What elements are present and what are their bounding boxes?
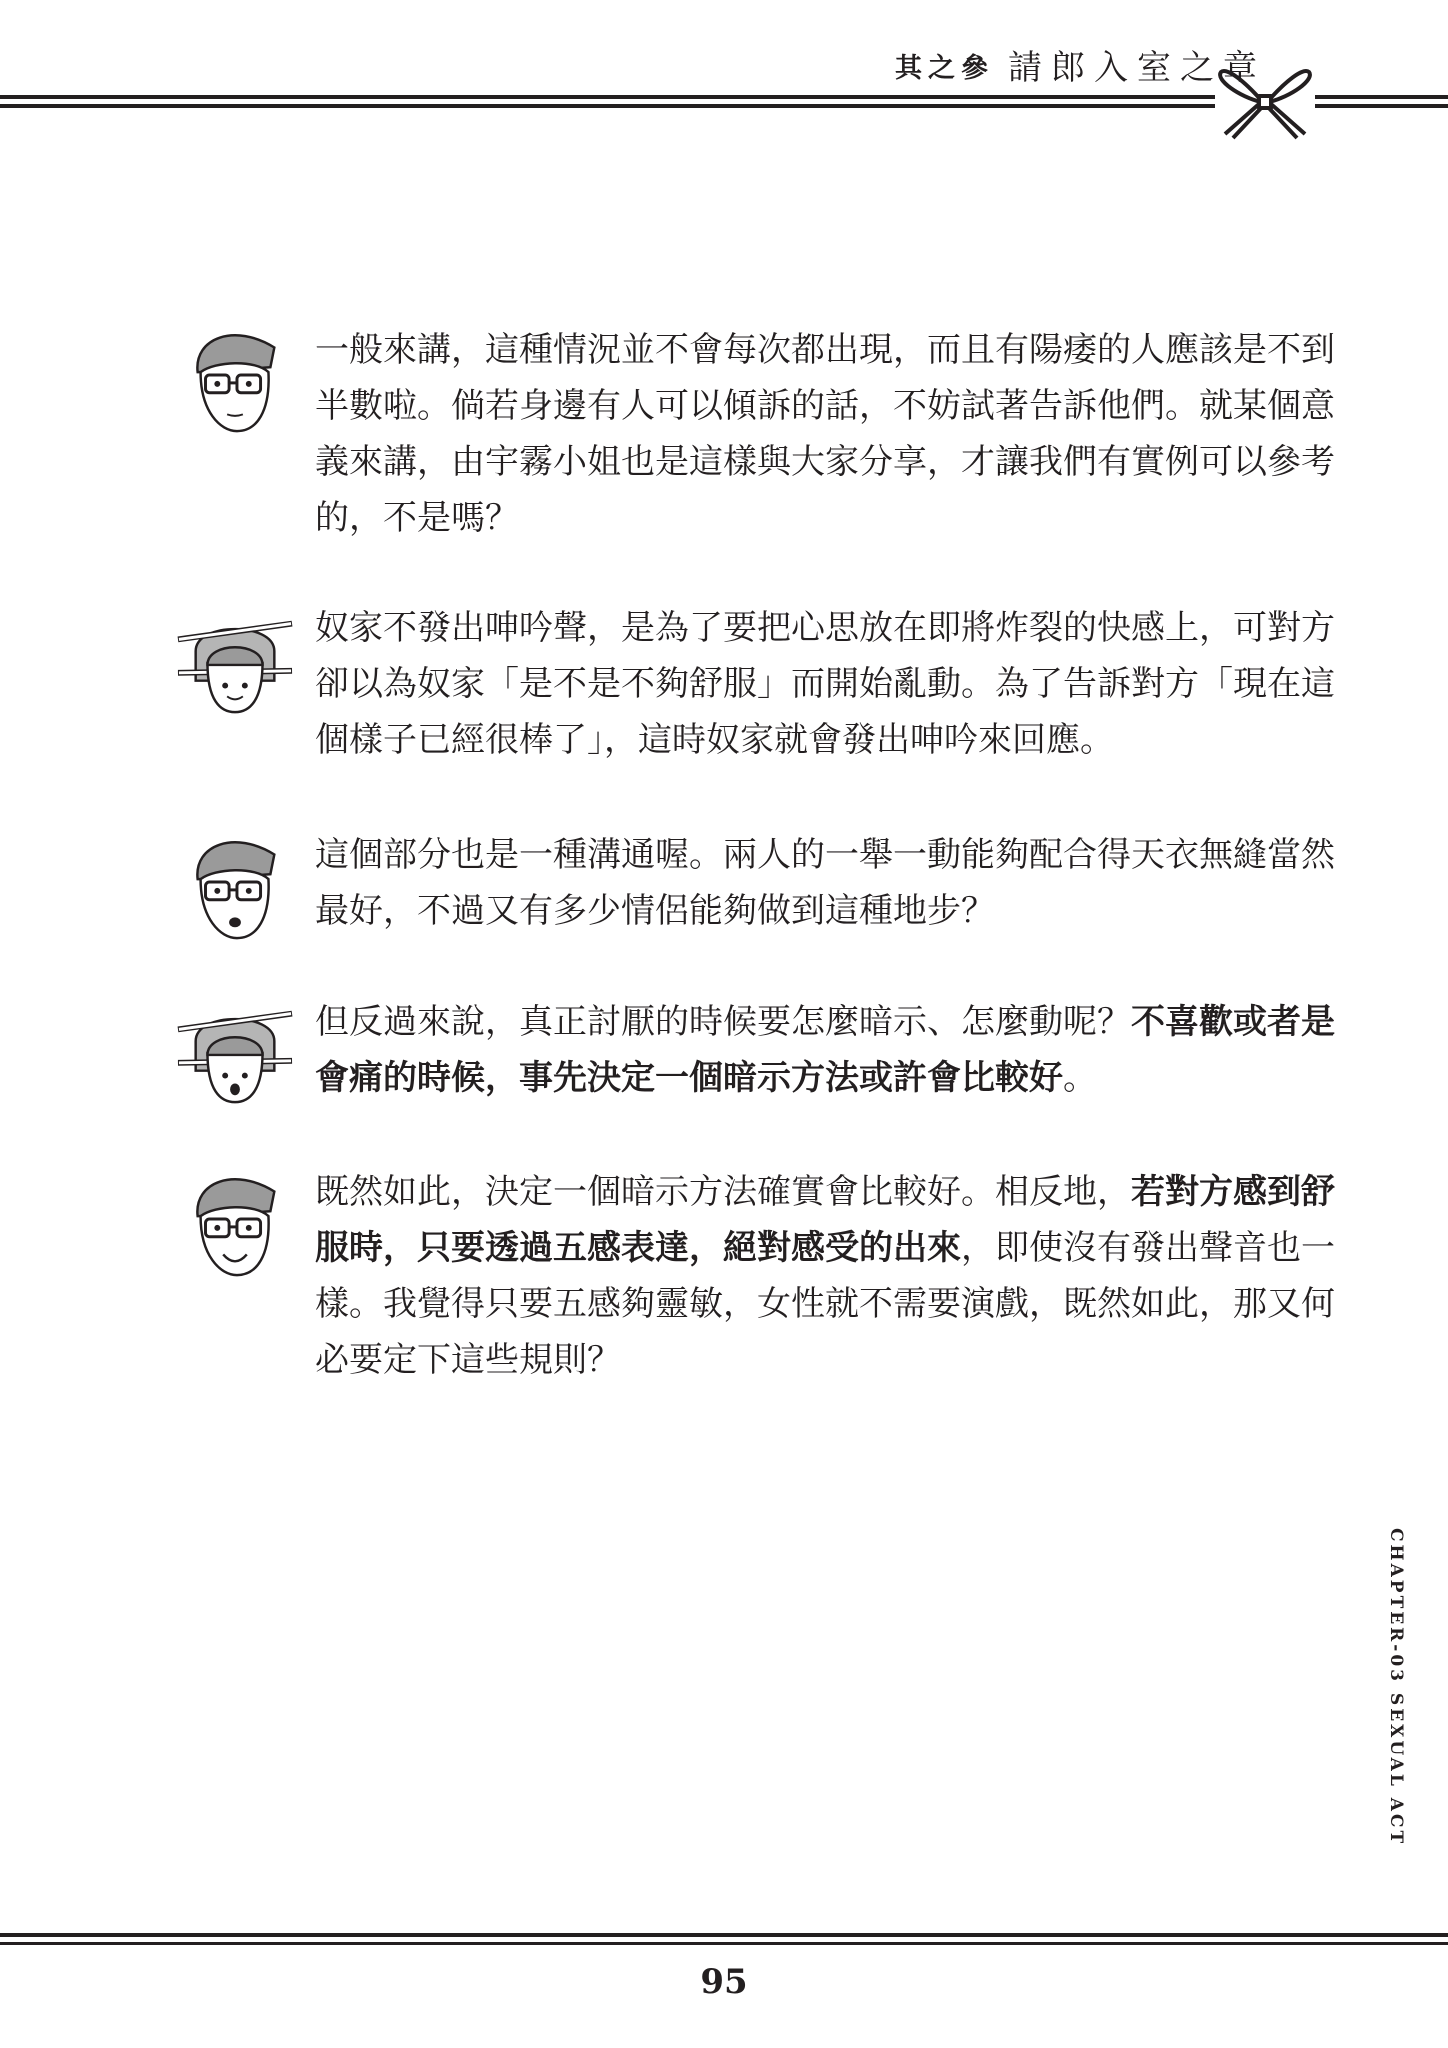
- chapter-number: 其之參: [895, 53, 994, 84]
- geisha-avatar: [176, 602, 294, 720]
- man-with-glasses-avatar: [176, 1162, 294, 1280]
- text-line: 義來講，由宇霧小姐也是這樣與大家分享，才讓我們有實例可以參考: [315, 442, 1335, 482]
- dialogue-paragraph: [315, 994, 1335, 1106]
- chapter-title: 請郎入室之章: [1008, 48, 1266, 88]
- text-line: [315, 1164, 1335, 1220]
- text-segment: ，即使沒有發出聲音也一: [961, 1228, 1335, 1268]
- man-with-glasses-avatar: [176, 318, 294, 436]
- chapter-side-label: CHAPTER-03 SEXUAL ACT: [1386, 1528, 1406, 1847]
- bold-text-segment: 若對方感到舒: [1131, 1172, 1335, 1212]
- geisha-avatar: [176, 992, 294, 1110]
- text-segment: 但反過來說，真正討厭的時候要怎麼暗示、怎麼動呢？: [315, 1002, 1131, 1042]
- text-segment: 。: [1063, 1058, 1097, 1098]
- dialogue-paragraph: [315, 322, 1335, 546]
- text-line: [315, 994, 1335, 1050]
- page-number: 95: [700, 1962, 748, 2002]
- dialogue-paragraph: [315, 600, 1335, 768]
- dialogue-paragraph: [315, 827, 1335, 939]
- text-line: 這個部分也是一種溝通喔。兩人的一舉一動能夠配合得天衣無縫當然: [315, 835, 1335, 875]
- text-line: 樣。我覺得只要五感夠靈敏，女性就不需要演戲，既然如此，那又何: [315, 1284, 1335, 1324]
- ribbon-bow-icon: [1215, 42, 1315, 140]
- text-line: [315, 1050, 1303, 1106]
- bold-text-segment: 會痛的時候，事先決定一個暗示方法或許會比較好: [315, 1058, 1063, 1098]
- text-segment: 既然如此，決定一個暗示方法確實會比較好。相反地，: [315, 1172, 1131, 1212]
- text-line: 卻以為奴家「是不是不夠舒服」而開始亂動。為了告訴對方「現在這: [315, 664, 1335, 704]
- bold-text-segment: 不喜歡或者是: [1131, 1002, 1335, 1042]
- footer-rule-bottom: [0, 1942, 1448, 1945]
- text-line: [315, 1220, 1335, 1276]
- dialogue-paragraph: [315, 1164, 1335, 1388]
- text-line: 的，不是嗎？: [315, 498, 519, 538]
- text-line: 奴家不發出呻吟聲，是為了要把心思放在即將炸裂的快感上，可對方: [315, 608, 1335, 648]
- footer-rule-top: [0, 1933, 1448, 1937]
- man-with-glasses-avatar: [176, 825, 294, 943]
- text-line: 半數啦。倘若身邊有人可以傾訴的話，不妨試著告訴他們。就某個意: [315, 386, 1335, 426]
- text-line: 個樣子已經很棒了」，這時奴家就會發出呻吟來回應。: [315, 720, 1114, 760]
- bold-text-segment: 服時，只要透過五感表達，絕對感受的出來: [315, 1228, 961, 1268]
- text-line: 必要定下這些規則？: [315, 1340, 621, 1380]
- text-line: 最好，不過又有多少情侶能夠做到這種地步？: [315, 891, 995, 931]
- text-line: 一般來講，這種情況並不會每次都出現，而且有陽痿的人應該是不到: [315, 330, 1335, 370]
